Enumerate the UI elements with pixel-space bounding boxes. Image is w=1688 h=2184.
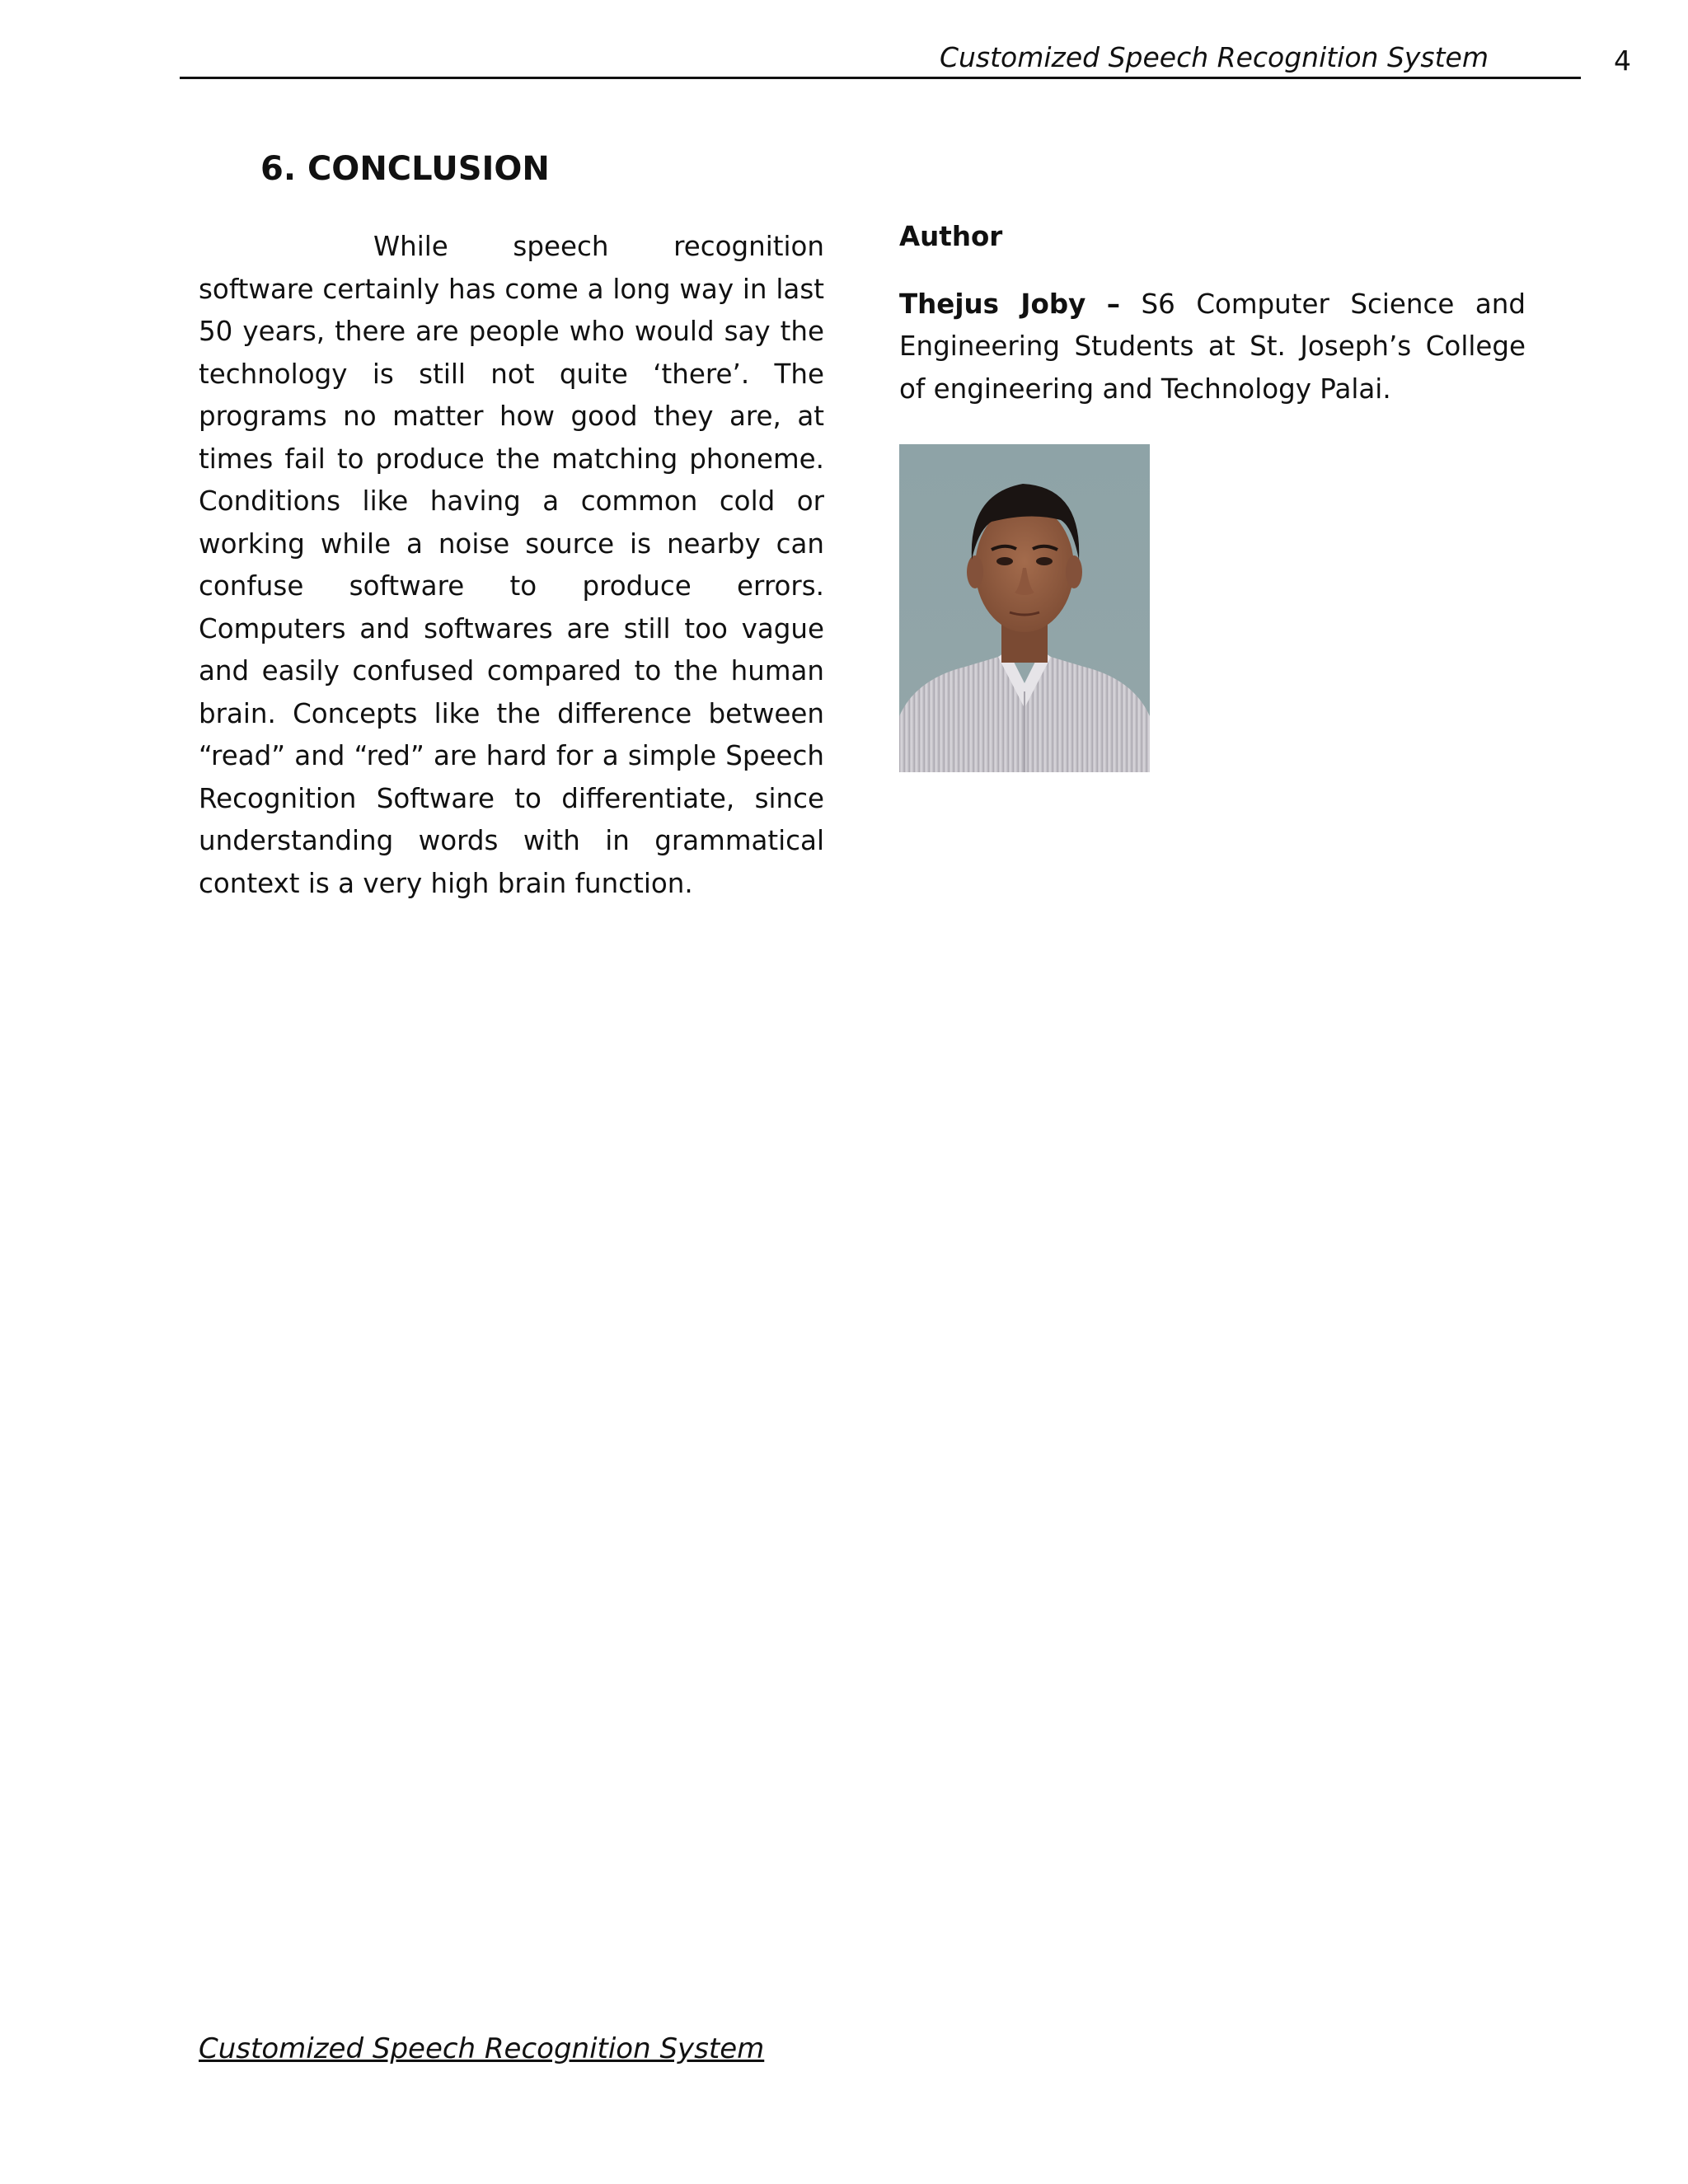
page-number: 4 [1614,45,1631,77]
author-heading: Author [899,221,1003,252]
running-header-title: Customized Speech Recognition System [939,41,1489,73]
author-name: Thejus Joby [899,288,1086,320]
author-column [899,216,1526,410]
conclusion-paragraph: While speech recognition software certainly has come a long way in last 50 years, there are people who would say the technology is still not quite ‘there’. The programs no matter how good they are, at times fail to produce the matching phoneme. Conditions like having a common cold or working while a noise source is nearby can confuse software to produce errors. Computers and softwares are still too vague and easily confused compared to the human brain. Concepts like the difference between “read” and “red” are hard for a simple Speech Recognition Software to differentiate, since understanding words with in grammatical context is a very high brain function. [199,231,824,899]
author-dash: – [1106,288,1121,320]
section-heading: 6. CONCLUSION [260,150,550,188]
running-footer-title: Customized Speech Recognition System [199,2032,765,2065]
author-photo [899,444,1150,772]
author-bio-text: S6 Computer Science and Engineering Students at St. Joseph’s College of engineering and Technology Palai. [899,288,1526,405]
conclusion-column [199,226,824,905]
header-rule [180,77,1581,79]
author-bio [899,284,1526,411]
